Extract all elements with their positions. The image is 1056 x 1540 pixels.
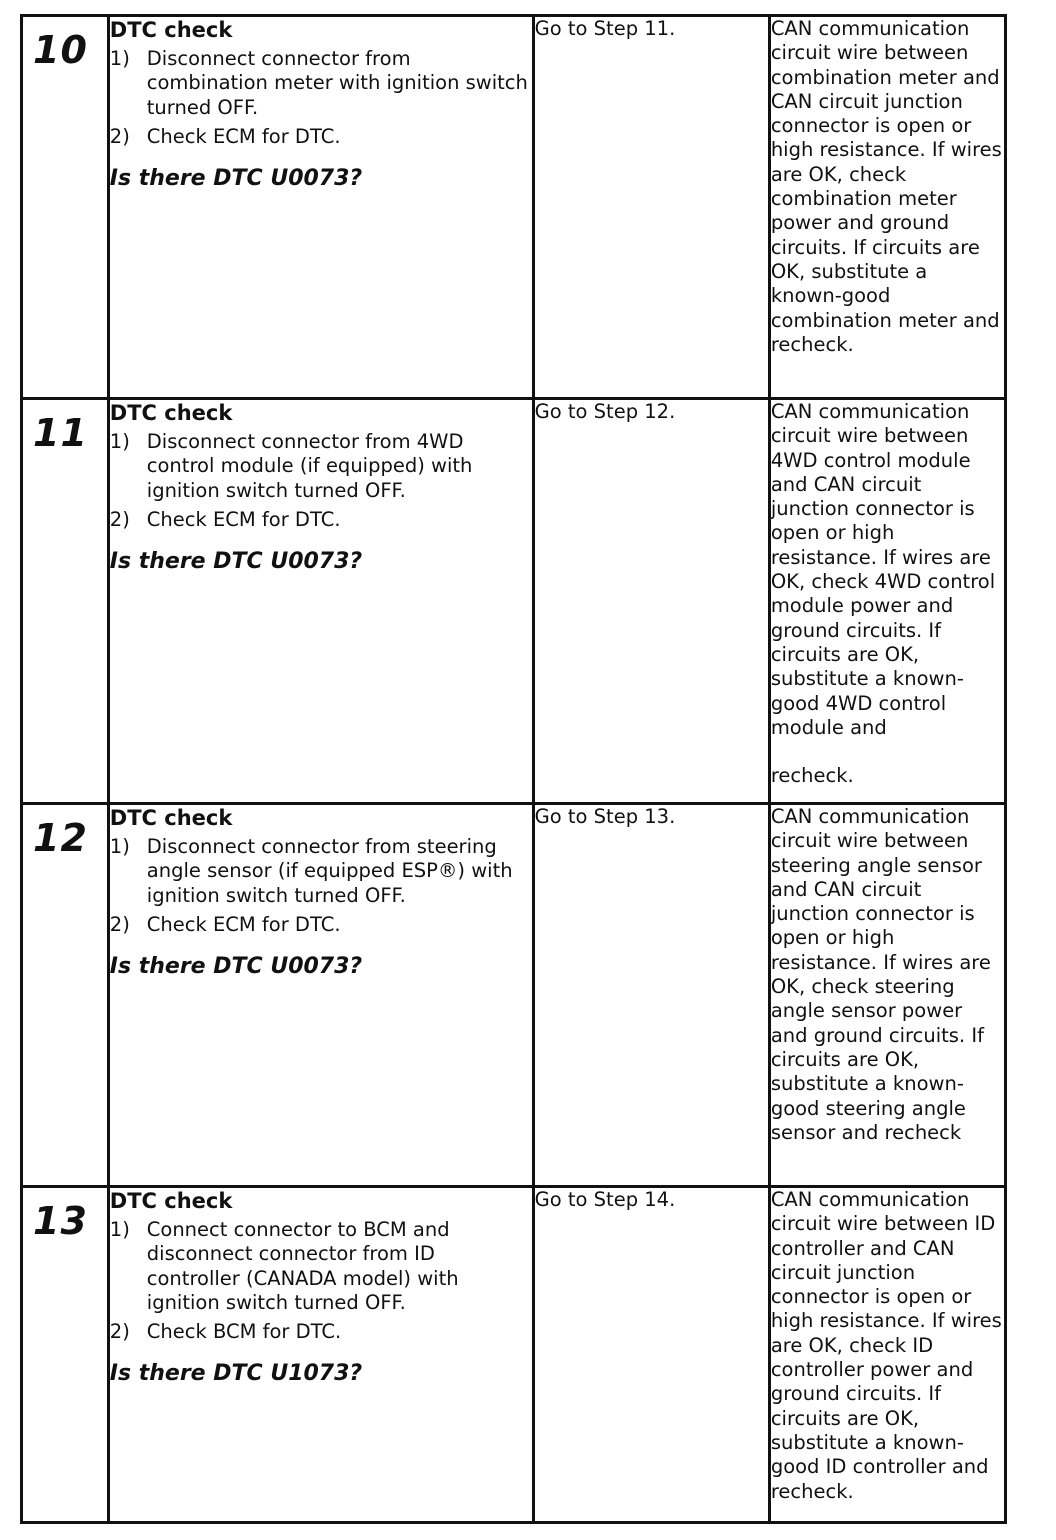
yes-result	[533, 16, 769, 399]
item-index: 1)	[109, 835, 130, 858]
item-index: 2)	[109, 1320, 130, 1344]
no-result	[769, 1187, 1005, 1523]
item-index: 2)	[109, 124, 130, 148]
item-text: Check ECM for DTC.	[146, 912, 341, 936]
yes-text: Go to Step 12.	[534, 400, 676, 423]
list-item	[110, 1218, 532, 1315]
diagnostic-table	[20, 14, 1007, 1524]
list-item	[110, 47, 532, 120]
list-item	[110, 508, 532, 532]
step-cell	[22, 804, 109, 1187]
yes-result	[533, 804, 769, 1187]
list-item	[110, 125, 532, 149]
yes-result	[533, 1187, 769, 1523]
action-steps	[110, 430, 532, 532]
list-item	[110, 1320, 532, 1344]
item-text: Disconnect connector from combination meter with ignition switch turned OFF.	[146, 47, 528, 119]
no-text: CAN communication circuit wire between 4WD control module and CAN circuit junction connector is open or high resistance. If wires are OK, check 4WD control module power and ground circuits. If circuits are OK, substitute a known-good 4WD control module and recheck.	[770, 400, 996, 788]
item-text: Check BCM for DTC.	[146, 1320, 342, 1344]
item-text: Check ECM for DTC.	[146, 507, 341, 531]
action-title: DTC check	[109, 401, 233, 425]
action-title: DTC check	[109, 18, 233, 42]
question: Is there DTC U1073?	[109, 1361, 363, 1387]
yes-text: Go to Step 14.	[534, 1188, 676, 1211]
question: Is there DTC U0073?	[109, 954, 363, 980]
list-item	[110, 430, 532, 503]
yes-result	[533, 399, 769, 804]
table-row	[22, 16, 1006, 399]
item-text: Connect connector to BCM and disconnect connector from ID controller (CANADA model) with ignition switch turned OFF.	[146, 1218, 459, 1314]
list-item	[110, 835, 532, 908]
item-index: 2)	[109, 912, 130, 936]
no-result	[769, 399, 1005, 804]
yes-text: Go to Step 13.	[534, 805, 676, 828]
no-text: CAN communication circuit wire between steering angle sensor and CAN circuit junction connector is open or high resistance. If wires are OK, check steering angle sensor power and ground circuits. If circuits are OK, substitute a known-good steering angle sensor and recheck	[770, 805, 991, 1144]
no-result	[769, 804, 1005, 1187]
action-title: DTC check	[109, 1189, 233, 1213]
item-index: 2)	[109, 507, 130, 531]
action-cell	[108, 399, 533, 804]
yes-text: Go to Step 11.	[534, 17, 676, 40]
list-item	[110, 913, 532, 937]
action-steps	[110, 47, 532, 149]
question: Is there DTC U0073?	[109, 549, 363, 575]
no-text: CAN communication circuit wire between ID controller and CAN circuit junction connector is open or high resistance. If wires are OK, check ID controller power and ground circuits. If circuits are OK, substitute a known-good ID controller and recheck.	[770, 1188, 1002, 1503]
step-number: 12	[33, 816, 88, 860]
table-row	[22, 804, 1006, 1187]
step-number: 11	[33, 411, 88, 455]
action-steps	[110, 835, 532, 937]
step-number: 10	[33, 28, 88, 72]
item-index: 1)	[109, 47, 130, 70]
action-title: DTC check	[109, 806, 233, 830]
table-row	[22, 1187, 1006, 1523]
step-cell	[22, 1187, 109, 1523]
action-cell	[108, 804, 533, 1187]
step-cell	[22, 16, 109, 399]
item-index: 1)	[109, 1218, 130, 1241]
action-steps	[110, 1218, 532, 1344]
item-text: Check ECM for DTC.	[146, 124, 341, 148]
action-cell	[108, 16, 533, 399]
item-text: Disconnect connector from steering angle sensor (if equipped ESP®) with ignition switch turned OFF.	[146, 835, 513, 907]
action-cell	[108, 1187, 533, 1523]
no-result	[769, 16, 1005, 399]
step-cell	[22, 399, 109, 804]
question: Is there DTC U0073?	[109, 166, 363, 192]
item-text: Disconnect connector from 4WD control module (if equipped) with ignition switch turned OFF.	[146, 430, 473, 502]
no-text: CAN communication circuit wire between combination meter and CAN circuit junction connector is open or high resistance. If wires are OK, check combination meter power and ground circuits. If circuits are OK, substitute a known-good combination meter and recheck.	[770, 17, 1002, 356]
item-index: 1)	[109, 430, 130, 453]
table-row	[22, 399, 1006, 804]
step-number: 13	[33, 1199, 88, 1243]
